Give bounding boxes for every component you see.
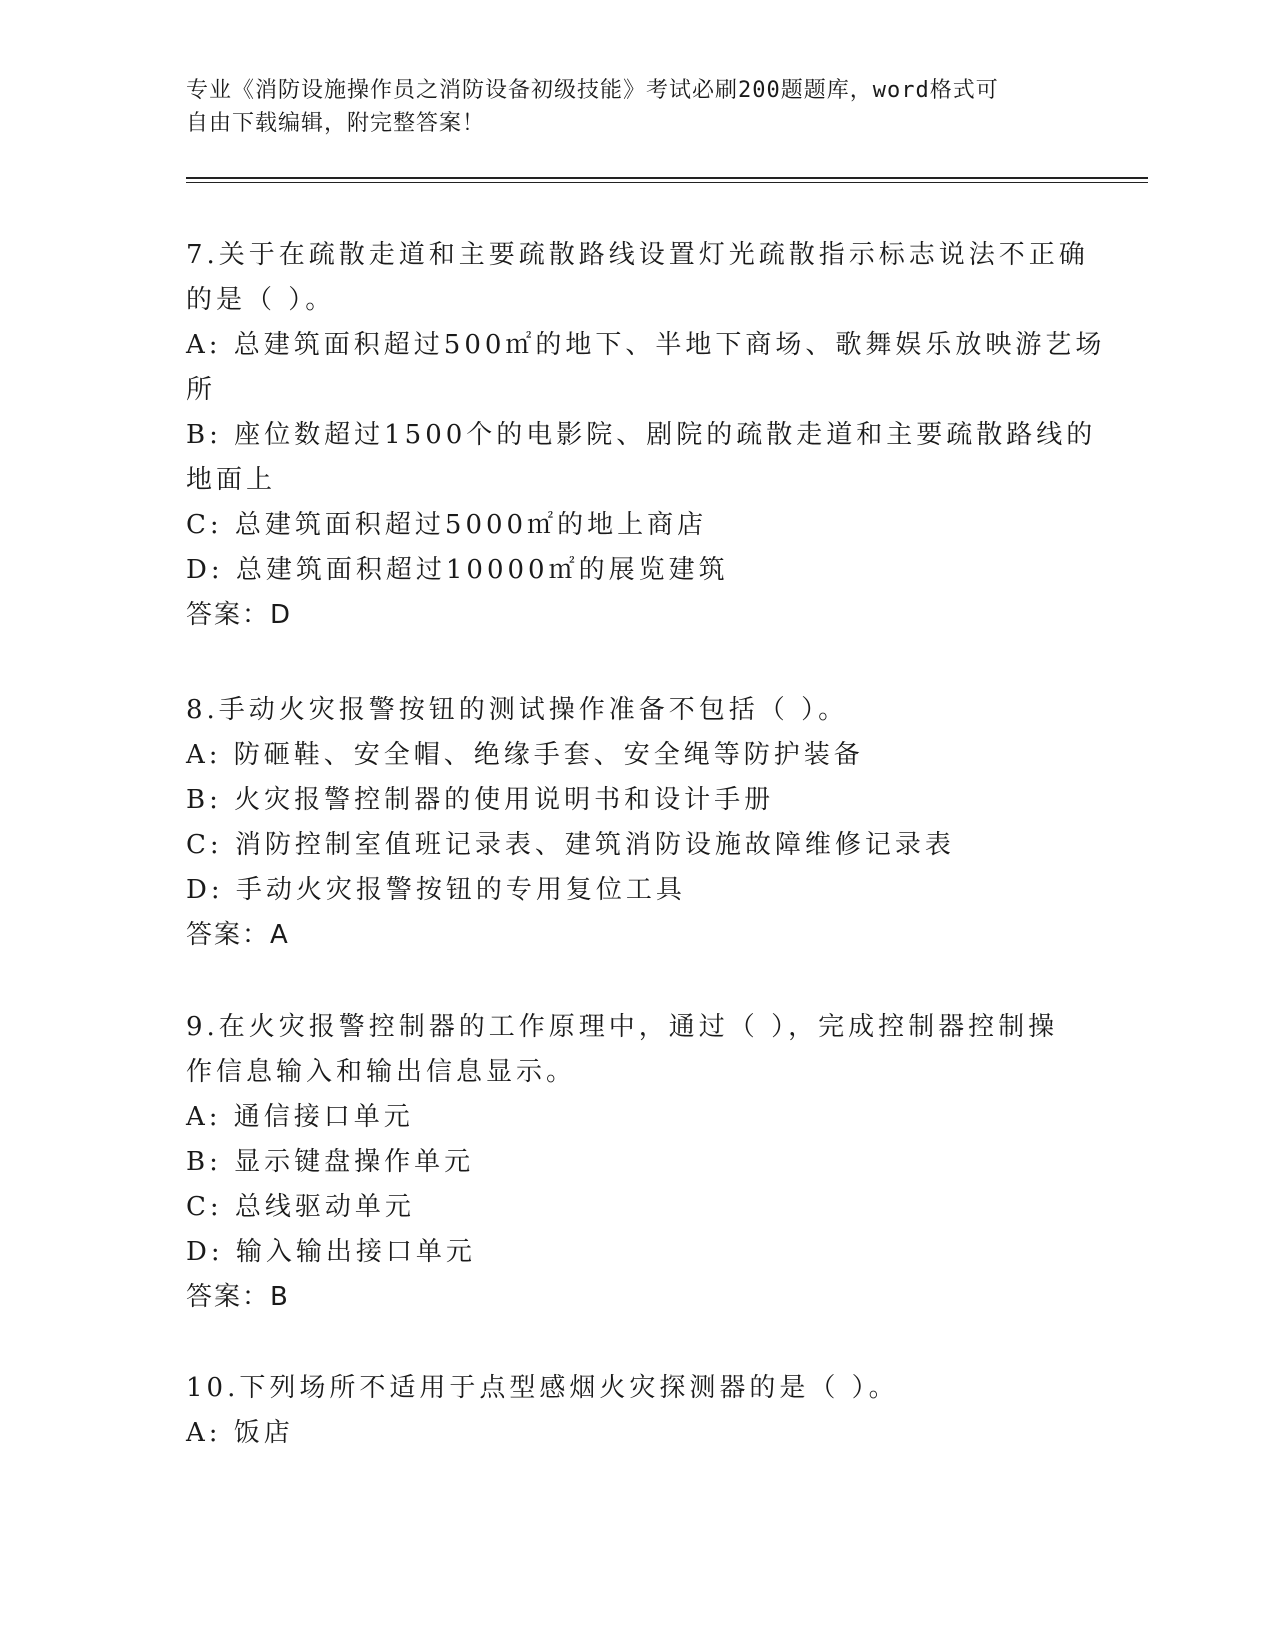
question-stem-line: 作信息输入和输出信息显示。: [186, 1057, 577, 1087]
question-10: [186, 1366, 1066, 1456]
document-header: [186, 74, 1086, 140]
option-b: B: 显示键盘操作单元: [186, 1147, 475, 1177]
question-9: [186, 1005, 1066, 1320]
option-a-continued: 所: [186, 375, 217, 405]
question-7: [186, 233, 1106, 638]
option-c: C: 总建筑面积超过5000㎡的地上商店: [186, 510, 708, 540]
option-a: A: 总建筑面积超过500㎡的地下、半地下商场、歌舞娱乐放映游艺场: [186, 330, 1106, 360]
question-stem-line: 9.在火灾报警控制器的工作原理中，通过（ ），完成控制器控制操: [186, 1012, 1059, 1042]
option-c: C: 消防控制室值班记录表、建筑消防设施故障维修记录表: [186, 830, 955, 860]
answer-label: 答案：D: [186, 600, 293, 630]
question-stem-line: 10.下列场所不适用于点型感烟火灾探测器的是（ ）。: [186, 1373, 899, 1403]
question-8: [186, 688, 1066, 958]
question-stem-line: 8.手动火灾报警按钮的测试操作准备不包括（ ）。: [186, 695, 849, 725]
question-stem-line: 的是（ ）。: [186, 285, 336, 315]
answer-label: 答案：A: [186, 920, 290, 950]
option-d: D: 输入输出接口单元: [186, 1237, 476, 1267]
option-b: B: 火灾报警控制器的使用说明书和设计手册: [186, 785, 775, 815]
option-a: A: 通信接口单元: [186, 1102, 414, 1132]
option-d: D: 总建筑面积超过10000㎡的展览建筑: [186, 555, 729, 585]
header-divider-thin: [186, 182, 1148, 183]
answer-label: 答案：B: [186, 1282, 290, 1312]
option-b: B: 座位数超过1500个的电影院、剧院的疏散走道和主要疏散路线的: [186, 420, 1097, 450]
header-divider-thick: [186, 177, 1148, 179]
option-a: A: 饭店: [186, 1418, 294, 1448]
option-d: D: 手动火灾报警按钮的专用复位工具: [186, 875, 686, 905]
option-c: C: 总线驱动单元: [186, 1192, 415, 1222]
option-a: A: 防砸鞋、安全帽、绝缘手套、安全绳等防护装备: [186, 740, 864, 770]
option-b-continued: 地面上: [186, 465, 277, 495]
header-line-2: 自由下载编辑，附完整答案！: [186, 111, 486, 136]
header-line-1: 专业《消防设施操作员之消防设备初级技能》考试必刷200题题库，word格式可: [186, 78, 999, 103]
question-stem-line: 7.关于在疏散走道和主要疏散路线设置灯光疏散指示标志说法不正确: [186, 240, 1089, 270]
